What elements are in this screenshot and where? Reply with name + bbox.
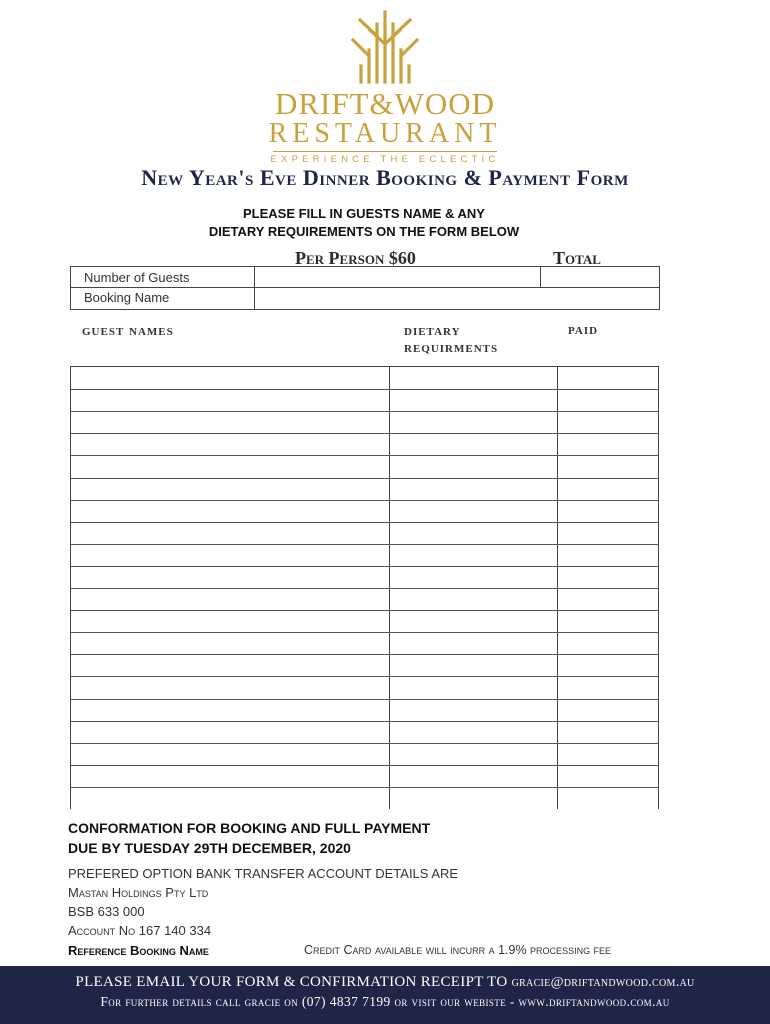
dietary-cell[interactable]	[390, 744, 557, 766]
booking-info-table	[70, 266, 660, 310]
brand-divider	[273, 151, 497, 152]
per-person-price: Per Person $60	[295, 248, 416, 268]
guest-name-cell[interactable]	[71, 390, 389, 412]
dietary-header-line1: dietary	[404, 323, 461, 339]
table-row	[71, 676, 658, 699]
confirmation-line-2: DUE BY TUESDAY 29TH DECEMBER, 2020	[68, 840, 351, 856]
dietary-cell[interactable]	[390, 390, 557, 412]
dietary-header-line2: requirments	[404, 340, 499, 356]
table-row	[71, 566, 658, 589]
table-row	[71, 654, 658, 677]
dietary-cell[interactable]	[390, 456, 557, 478]
instruction-line-2: DIETARY REQUIREMENTS ON THE FORM BELOW	[208, 224, 520, 239]
guest-name-cell[interactable]	[71, 766, 389, 788]
guest-name-cell[interactable]	[71, 722, 389, 744]
footer-bar	[0, 966, 770, 1024]
confirmation-line-1: CONFORMATION FOR BOOKING AND FULL PAYMENT	[68, 820, 431, 836]
paid-cell[interactable]	[558, 412, 658, 434]
tree-logo-icon	[350, 10, 420, 84]
table-row	[71, 699, 658, 722]
paid-cell[interactable]	[558, 479, 658, 501]
guest-name-cell[interactable]	[71, 412, 389, 434]
footer-contact-line: For further details call gracie on (07) 4837 7199 or visit our webiste - www.driftandwood.com.au	[100, 994, 670, 1009]
brand-subtitle: RESTAURANT	[268, 118, 502, 149]
guest-name-cell[interactable]	[71, 523, 389, 545]
paid-cell[interactable]	[558, 677, 658, 699]
booking-name-label: Booking Name	[84, 290, 170, 305]
footer-email-line	[0, 974, 770, 991]
guest-name-cell[interactable]	[71, 611, 389, 633]
dietary-cell[interactable]	[390, 479, 557, 501]
bsb-number: BSB 633 000	[68, 904, 145, 919]
total-label: Total	[553, 248, 601, 268]
table-row	[71, 367, 658, 389]
guest-name-cell[interactable]	[71, 567, 389, 589]
dietary-cell[interactable]	[390, 545, 557, 567]
dietary-cell[interactable]	[390, 677, 557, 699]
paid-cell[interactable]	[558, 744, 658, 766]
footer-email-text: PLEASE EMAIL YOUR FORM & CONFIRMATION RECEIPT TO	[75, 974, 508, 990]
guest-name-cell[interactable]	[71, 677, 389, 699]
guest-name-cell[interactable]	[71, 434, 389, 456]
table-row	[71, 588, 658, 611]
table-row	[71, 522, 658, 545]
table-row	[71, 544, 658, 567]
dietary-cell[interactable]	[390, 567, 557, 589]
guest-name-cell[interactable]	[71, 655, 389, 677]
guest-name-cell[interactable]	[71, 633, 389, 655]
paid-cell[interactable]	[558, 567, 658, 589]
table-row	[71, 455, 658, 478]
paid-cell[interactable]	[558, 766, 658, 788]
guest-name-cell[interactable]	[71, 479, 389, 501]
table-row	[71, 411, 658, 434]
dietary-cell[interactable]	[390, 523, 557, 545]
table-row	[71, 632, 658, 655]
paid-cell[interactable]	[558, 788, 658, 810]
table-row	[71, 721, 658, 744]
guest-name-cell[interactable]	[71, 744, 389, 766]
dietary-cell[interactable]	[390, 700, 557, 722]
guest-name-cell[interactable]	[71, 589, 389, 611]
dietary-cell[interactable]	[390, 766, 557, 788]
logo	[0, 10, 770, 166]
bank-intro: PREFERED OPTION BANK TRANSFER ACCOUNT DETAILS ARE	[68, 866, 459, 881]
table-row	[71, 478, 658, 501]
dietary-cell[interactable]	[390, 722, 557, 744]
paid-header: paid	[568, 322, 599, 338]
paid-cell[interactable]	[558, 611, 658, 633]
guest-table	[70, 366, 659, 809]
instruction-line-1: PLEASE FILL IN GUESTS NAME & ANY	[243, 206, 485, 221]
table-row	[71, 787, 658, 810]
paid-cell[interactable]	[558, 434, 658, 456]
footer-email-link[interactable]: gracie@driftandwood.com.au	[511, 975, 695, 990]
dietary-cell[interactable]	[390, 434, 557, 456]
brand-name: DRIFT&WOOD	[274, 86, 496, 121]
guest-name-cell[interactable]	[71, 788, 389, 810]
table-row	[71, 433, 658, 456]
guests-count-field[interactable]	[255, 267, 540, 287]
guest-name-cell[interactable]	[71, 367, 389, 389]
paid-cell[interactable]	[558, 589, 658, 611]
paid-cell[interactable]	[558, 390, 658, 412]
paid-cell[interactable]	[558, 722, 658, 744]
total-field[interactable]	[541, 267, 659, 287]
account-name: Mastan Holdings Pty Ltd	[68, 885, 209, 900]
dietary-cell[interactable]	[390, 501, 557, 523]
paid-cell[interactable]	[558, 501, 658, 523]
dietary-cell[interactable]	[390, 611, 557, 633]
dietary-cell[interactable]	[390, 589, 557, 611]
paid-cell[interactable]	[558, 700, 658, 722]
table-row	[71, 500, 658, 523]
account-number: Account No 167 140 334	[68, 923, 212, 938]
paid-cell[interactable]	[558, 523, 658, 545]
credit-card-note: Credit Card available will incurr a 1.9% processing fee	[304, 943, 612, 957]
guest-names-header: guest names	[82, 323, 174, 339]
dietary-cell[interactable]	[390, 788, 557, 810]
table-row	[71, 389, 658, 412]
paid-cell[interactable]	[558, 545, 658, 567]
paid-cell[interactable]	[558, 655, 658, 677]
payment-reference: Reference Booking Name	[68, 943, 209, 958]
paid-cell[interactable]	[558, 456, 658, 478]
booking-name-field[interactable]	[255, 288, 659, 309]
paid-cell[interactable]	[558, 633, 658, 655]
guest-name-cell[interactable]	[71, 700, 389, 722]
guest-name-cell[interactable]	[71, 501, 389, 523]
dietary-cell[interactable]	[390, 655, 557, 677]
dietary-cell[interactable]	[390, 412, 557, 434]
brand-tagline: EXPERIENCE THE ECLECTIC	[270, 154, 500, 165]
paid-cell[interactable]	[558, 367, 658, 389]
table-row	[71, 610, 658, 633]
guests-label: Number of Guests	[84, 270, 190, 285]
form-title: New Year's Eve Dinner Booking & Payment Form	[141, 165, 629, 190]
table-row	[71, 743, 658, 766]
guest-name-cell[interactable]	[71, 545, 389, 567]
dietary-cell[interactable]	[390, 367, 557, 389]
guest-name-cell[interactable]	[71, 456, 389, 478]
table-row	[71, 765, 658, 788]
dietary-cell[interactable]	[390, 633, 557, 655]
